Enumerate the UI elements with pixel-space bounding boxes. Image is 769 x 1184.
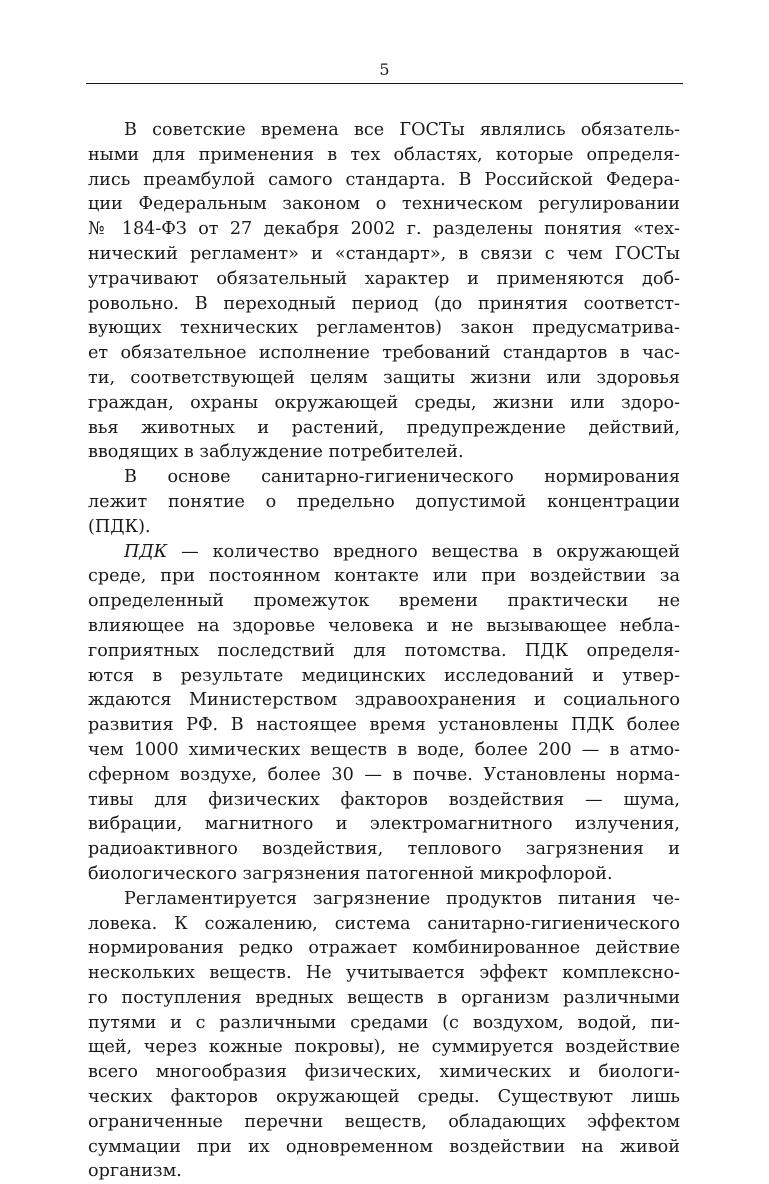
text-line: го поступления вредных веществ в организм различными [88,987,680,1008]
text-line: утрачивают обязательный характер и применяются доб- [88,268,680,289]
text-line: чем 1000 химических веществ в воде, более 200 — в атмо- [88,739,680,760]
text-line: ет обязательное исполнение требований стандартов в час- [88,343,680,364]
text-line: ловека. К сожалению, система санитарно-гигиенического [88,913,680,934]
paragraph-2 [88,465,680,539]
text-line: всего многообразия физических, химических и биологи- [88,1062,680,1083]
text-line: биологического загрязнения патогенной микрофлорой. [88,863,613,884]
paragraph-4 [88,887,680,1184]
text-line: развития РФ. В настоящее время установлены ПДК более [88,715,680,736]
text-line [88,540,680,565]
text-line: В советские времена все ГОСТы являлись обязатель- [124,120,680,140]
text-line: вья животных и растений, предупреждение действий, [88,417,680,438]
paragraph-3 [88,540,680,887]
text-line: определенный промежуток времени практически не [88,591,680,612]
body-text [88,118,680,1184]
text-line: ровольно. В переходный период (до принятия соответст- [88,293,680,314]
text-line-rest: — количество вредного вещества в окружающей [167,541,680,562]
text-line: щей, через кожные покровы), не суммируется воздействие [88,1037,680,1058]
text-line: вибрации, магнитного и электромагнитного излучения, [88,814,680,835]
text-line: радиоактивного воздействия, теплового загрязнения и [88,839,680,860]
text-line: граждан, охраны окружающей среды, жизни или здоро- [88,392,680,413]
paragraph-1 [88,118,680,465]
text-line: ными для применения в тех областях, которые определя- [88,144,680,165]
text-line: нескольких веществ. Не учитывается эффект комплексно- [88,963,680,984]
text-line: нормирования редко отражает комбинированное действие [88,938,680,959]
text-line: ческих факторов окружающей среды. Существуют лишь [88,1087,680,1108]
text-line: гоприятных последствий для потомства. ПДК определя- [88,640,680,661]
text-line: ограниченные перечни веществ, обладающих эффектом [88,1111,680,1132]
text-line: суммации при их одновременном воздействии на живой [88,1136,680,1157]
text-line: ти, соответствующей целям защиты жизни или здоровья [88,367,680,388]
text-line: ются в результате медицинских исследований и утвер- [88,665,680,686]
text-line: (ПДК). [88,516,151,537]
text-line: сферном воздухе, более 30 — в почве. Установлены норма- [88,764,680,785]
text-line: организм. [88,1161,182,1182]
text-line: ции Федеральным законом о техническом регулировании [88,194,680,215]
header-rule [86,83,683,84]
text-line: № 184-ФЗ от 27 декабря 2002 г. разделены понятия «тех- [88,219,680,240]
text-line: путями и с различными средами (с воздухом, водой, пи- [88,1012,680,1033]
text-line: вующих технических регламентов) закон предусматрива- [88,318,680,339]
text-line: среде, при постоянном контакте или при воздействии за [88,566,680,587]
text-line: нический регламент» и «стандарт», в связи с чем ГОСТы [88,243,680,264]
text-line: лись преамбулой самого стандарта. В Российской Федера- [88,169,680,190]
page-number: 5 [379,60,390,79]
text-line: лежит понятие о предельно допустимой концентрации [88,491,680,512]
text-line: Регламентируется загрязнение продуктов питания че- [124,888,680,909]
text-line: В основе санитарно-гигиенического нормирования [124,467,680,488]
text-line: влияющее на здоровье человека и не вызывающее небла- [88,615,680,636]
defined-term: ПДК [124,541,168,562]
text-line: вводящих в заблуждение потребителей. [88,442,464,463]
text-line: тивы для физических факторов воздействия — шума, [88,789,680,810]
text-line: ждаются Министерством здравоохранения и социального [88,690,680,711]
